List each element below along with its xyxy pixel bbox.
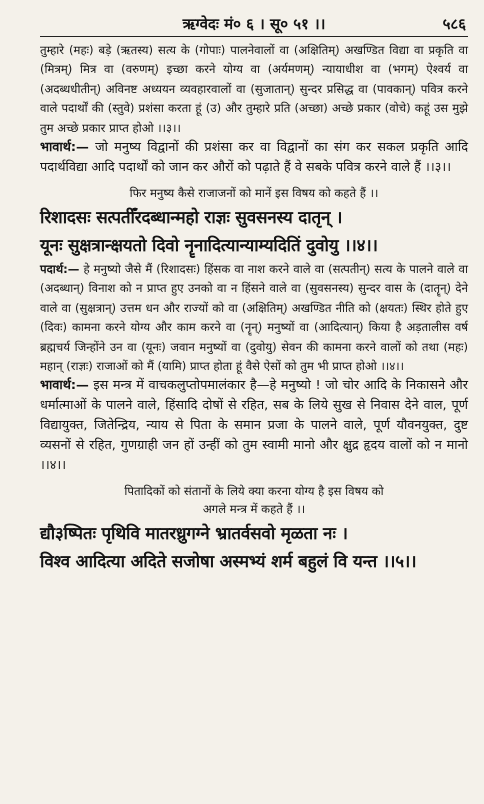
bhavarth-3 (40, 138, 468, 178)
mantra-intro-5 (40, 482, 468, 518)
bhavarth-label: भावार्थ:— (40, 378, 89, 394)
padarth-label: पदार्थ:— (40, 262, 80, 277)
bhavarth-text: इस मन्त्र में वाचकलुप्तोपमालंकार है—हे मनुष्यो ! जो चोर आदि के निकासने और धर्मात्माओं के पालने वाले, हिंसादि दोषों से रहित, सब के लिये सुख से निवास देने वाल, पूर्ण विद्यायुक्त, जितेन्द्रिय, न्याय से पिता के समान प्रजा के पालने वाले, पूर्ण यौवनयुक्त, दुष्ट व्यसनों से रहित, गुणग्राही जन हों उन्हीं को तुम स्वामी मानो और क्षुद्र हृदय वालों को न मानो ।।४।। (40, 378, 468, 474)
bhavarth-text: जो मनुष्य विद्वानों की प्रशंसा कर वा विद्वानों का संग कर सकल प्रकृति आदि पदार्थविद्या आदि पदार्थों को जान कर औरों को पढ़ाते हैं वे सबके पवित्र करने वाले हैं ।।३।। (40, 140, 468, 176)
intro-line: अगले मन्त्र में कहते हैं ।। (202, 502, 306, 517)
mantra-line: रिशादसः सत्पतीँरदब्धान्महो राज्ञः सुवसनस्य दातृन् । (40, 208, 343, 229)
mantra-4 (40, 204, 468, 260)
padarth-text: हे मनुष्यो जैसे मैं (रिशादसः) हिंसक वा नाश करने वाले वा (सत्पतीन्) सत्य के पालने वाले वा (अदब्धान्) विनाश को न प्राप्त हुए उनको वा न हिंसने वाले वा (सुवसनस्य) सुन्दर वास के (दातॄन्) देने वाले वा (सुक्षत्रान्) उत्तम धन और राज्यों को वा (अक्षितिम्) अखण्डित नीति को (क्षयतः) स्थिर होते हुए (दिवः) कामना करने योग्य और काम करने वा (नॄन्) मनुष्यों वा (आदित्यान्) किया है अड़तालीस वर्ष ब्रह्मचर्य जिन्होंने उन वा (यूनः) जवान मनुष्यों वा (दुवोयु) सेवन की कामना करने वालों को तथा (महः) महान् (राज्ञः) राजाओं को मैं (यामि) प्राप्त होता हूं वैसे ऐसों को तुम भी प्राप्त होओ ।।४।। (40, 262, 469, 374)
padarth-4 (40, 260, 468, 376)
bhavarth-4 (40, 376, 468, 476)
mantra-line: यूनः सुक्षत्रान्क्षयतो दिवो नॄनादित्यान्याम्यदितिं दुवोयु ।।४।। (40, 236, 378, 257)
running-title: ऋग्वेदः मं० ६ । सू० ५१ ।। (182, 15, 326, 33)
page-header (40, 14, 468, 37)
mantra-5 (40, 520, 468, 576)
mantra-line: द्यौ३ष्पितः पृथिवि मातरध्रुगग्ने भ्रातर्वसवो मृळता नः । (40, 524, 348, 545)
intro-line: पितादिकों को संतानों के लिये क्या करना योग्य है इस विषय को (124, 484, 384, 499)
padarth-continuation: तुम्हारे (महः) बड़े (ऋतस्य) सत्य के (गोपाः) पालनेवालों वा (अक्षितिम्) अखण्डित विद्या वा प्रकृति वा (मित्रम्) मित्र वा (वरुणम्) इच्छा करने योग्य वा (अर्यमणम्) न्यायाधीश वा (भगम्) ऐश्वर्य वा (अदब्धधीतीन्) अविनष्ट अध्ययन व्यवहारवालों वा (सुजातान्) सुन्दर प्रसिद्ध वा (पावकान्) पवित्र करने वाले पदार्थों की (स्तुवे) प्रशंसा करता हूं (उ) और तुम्हारे प्रति (अच्छा) अच्छे प्रकार (वोचे) कहूं उस मुझे तुम अच्छे प्रकार प्राप्त होओ ।।३।। (40, 43, 468, 135)
mantra-line: विश्व आदित्या अदिते सजोषा अस्मभ्यं शर्म बहुलं वि यन्त ।।५।। (40, 552, 417, 573)
bhavarth-label: भावार्थ:— (40, 140, 89, 156)
page-number: ५८६ (442, 15, 466, 33)
mantra-intro-4: फिर मनुष्य कैसे राजाजनों को मानें इस विषय को कहते हैं ।। (129, 186, 379, 201)
